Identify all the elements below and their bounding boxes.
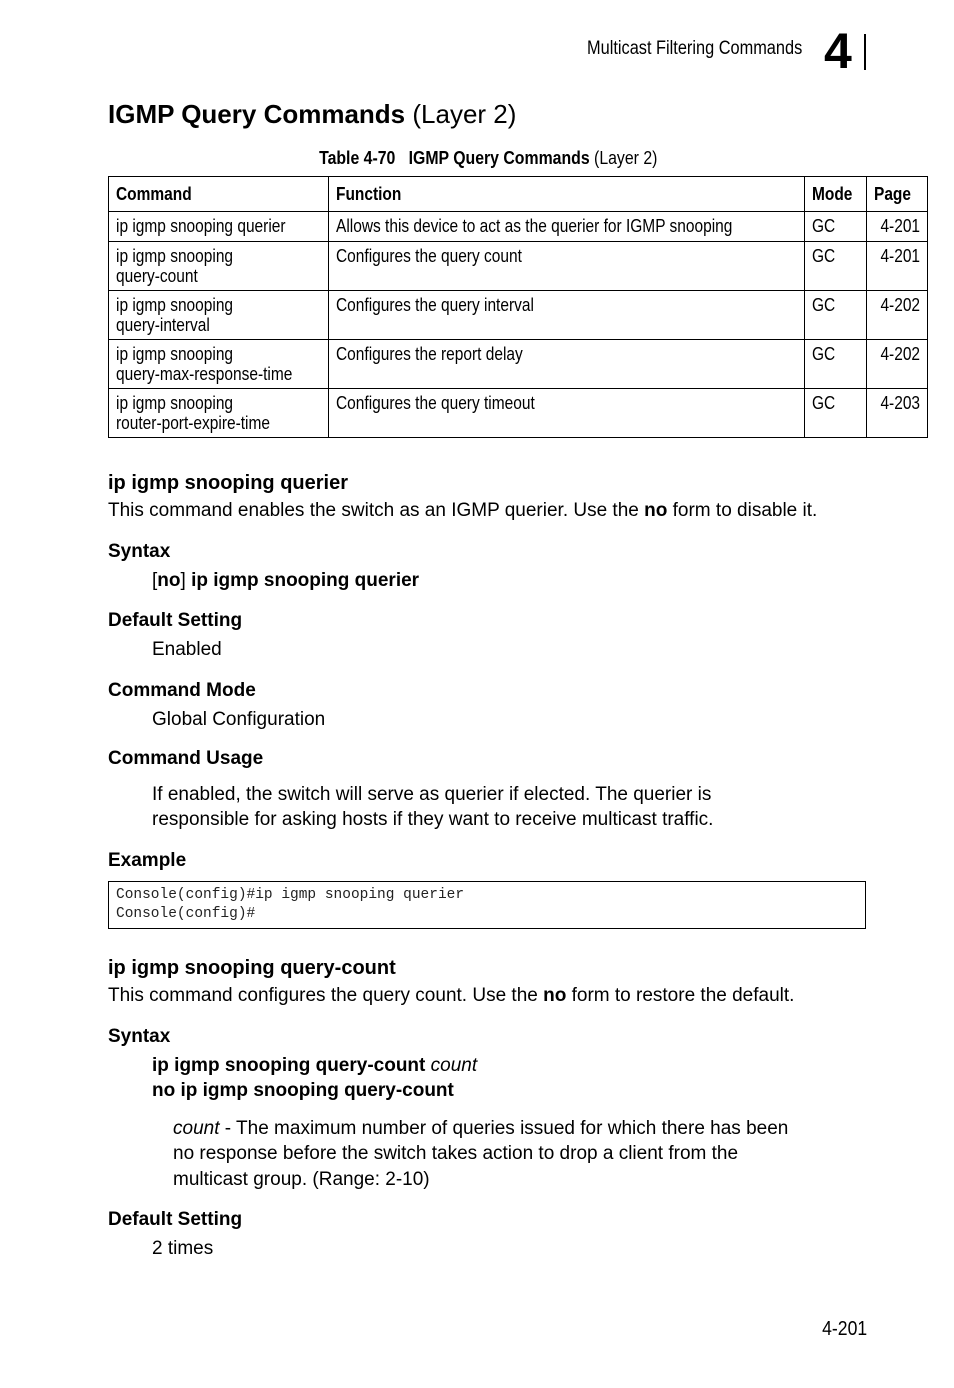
querier-description: This command enables the switch as an IGMP querier. Use the no form to disable it. <box>108 500 818 521</box>
command-usage-line: If enabled, the switch will serve as querier if elected. The querier is <box>152 784 712 805</box>
section-title-qualifier: (Layer 2) <box>412 99 517 129</box>
table-caption-title: IGMP Query Commands <box>408 148 590 168</box>
cell-command: ip igmp snooping query-interval <box>109 291 329 340</box>
syntax-no-query-count: no ip igmp snooping query-count <box>152 1080 454 1101</box>
cell-function: Allows this device to act as the querier for IGMP snooping <box>329 212 805 242</box>
command-heading-query-count: ip igmp snooping query-count <box>108 957 396 979</box>
table-caption-qualifier: (Layer 2) <box>593 148 658 168</box>
syntax-querier: [no] ip igmp snooping querier <box>152 570 420 591</box>
table-caption-label: Table 4-70 <box>318 148 396 168</box>
cell-page: 4-202 <box>866 291 927 340</box>
table-row <box>109 389 928 438</box>
cell-page: 4-201 <box>866 242 927 291</box>
example-heading: Example <box>108 850 187 871</box>
default-setting-value: 2 times <box>152 1238 214 1259</box>
cell-mode: GC <box>804 212 866 242</box>
table-row <box>109 291 928 340</box>
section-title-main: IGMP Query Commands <box>108 99 406 129</box>
page-number: 4-201 <box>821 1318 867 1340</box>
command-mode-heading: Command Mode <box>108 680 256 701</box>
query-count-description: This command configures the query count. Use the no form to restore the default. <box>108 985 795 1006</box>
cell-page: 4-201 <box>866 212 927 242</box>
table-row <box>109 340 928 389</box>
default-setting-heading: Default Setting <box>108 610 243 631</box>
command-mode-value: Global Configuration <box>152 709 326 730</box>
cell-command: ip igmp snooping querier <box>109 212 329 242</box>
table-caption <box>108 148 868 169</box>
running-header: Multicast Filtering Commands <box>586 38 802 59</box>
command-table <box>108 176 928 438</box>
cell-mode: GC <box>804 340 866 389</box>
cell-mode: GC <box>804 242 866 291</box>
cell-command: ip igmp snooping query-max-response-time <box>109 340 329 389</box>
table-header-row <box>109 177 928 212</box>
section-title <box>108 99 516 130</box>
command-heading-querier: ip igmp snooping querier <box>108 472 348 494</box>
cell-function: Configures the report delay <box>329 340 805 389</box>
cell-command: ip igmp snooping query-count <box>109 242 329 291</box>
cell-mode: GC <box>804 389 866 438</box>
parameter-description-line: no response before the switch takes action to drop a client from the <box>173 1143 739 1164</box>
cell-function: Configures the query timeout <box>329 389 805 438</box>
table-row <box>109 242 928 291</box>
chapter-number: 4 <box>824 23 852 79</box>
column-header-page: Page <box>866 177 927 212</box>
default-setting-heading: Default Setting <box>108 1209 243 1230</box>
column-header-function: Function <box>329 177 805 212</box>
cell-function: Configures the query interval <box>329 291 805 340</box>
syntax-query-count: ip igmp snooping query-count count <box>152 1055 478 1076</box>
example-code-block: Console(config)#ip igmp snooping querier Console(config)# <box>108 881 866 929</box>
chapter-divider <box>864 34 866 70</box>
syntax-heading: Syntax <box>108 1026 171 1047</box>
column-header-mode: Mode <box>804 177 866 212</box>
parameter-description-line: multicast group. (Range: 2-10) <box>173 1169 430 1190</box>
column-header-command: Command <box>109 177 329 212</box>
table-row <box>109 212 928 242</box>
command-usage-heading: Command Usage <box>108 748 264 769</box>
syntax-heading: Syntax <box>108 541 171 562</box>
command-usage-line: responsible for asking hosts if they want to receive multicast traffic. <box>152 809 714 830</box>
cell-page: 4-202 <box>866 340 927 389</box>
cell-function: Configures the query count <box>329 242 805 291</box>
parameter-description: count - The maximum number of queries issued for which there has been <box>173 1118 789 1139</box>
default-setting-value: Enabled <box>152 639 222 660</box>
cell-mode: GC <box>804 291 866 340</box>
cell-page: 4-203 <box>866 389 927 438</box>
cell-command: ip igmp snooping router-port-expire-time <box>109 389 329 438</box>
